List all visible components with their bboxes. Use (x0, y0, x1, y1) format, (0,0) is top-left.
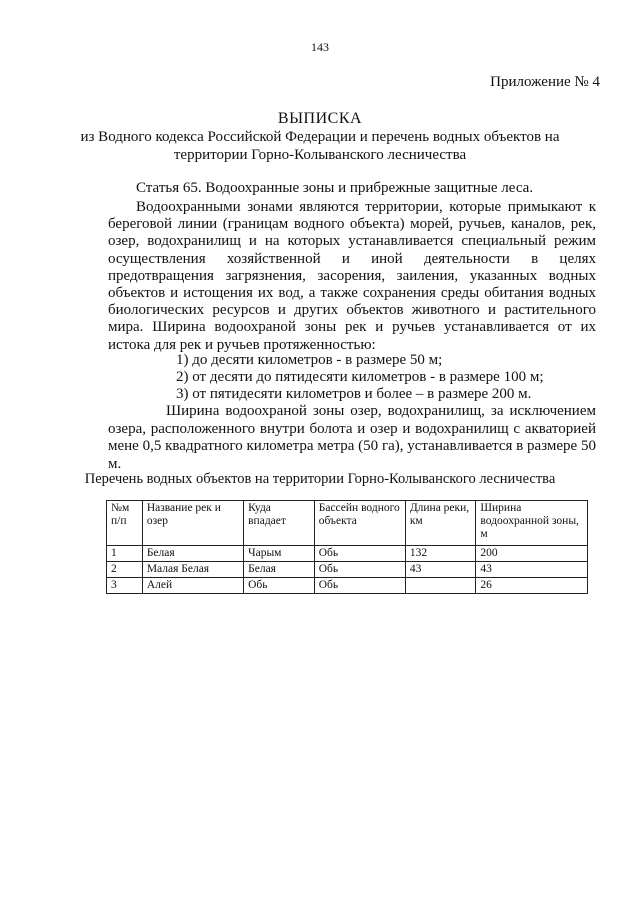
cell-basin: Обь (314, 546, 405, 562)
list-item: 3) от пятидесяти километров и более – в размере 200 м. (176, 386, 532, 403)
table-row (107, 578, 588, 594)
cell-length (405, 578, 476, 594)
document-title: ВЫПИСКА (277, 110, 363, 127)
cell-number: 1 (107, 546, 143, 562)
cell-flows-into: Обь (244, 578, 315, 594)
cell-name: Белая (142, 546, 243, 562)
cell-number: 3 (107, 578, 143, 594)
paragraph-1 (108, 199, 596, 354)
cell-number: 2 (107, 562, 143, 578)
cell-name: Алей (142, 578, 243, 594)
document-subtitle (60, 128, 580, 164)
subtitle-line: территории Горно-Колыванского лесничества (173, 147, 467, 163)
cell-flows-into: Чарым (244, 546, 315, 562)
header-zone-width: Ширина водоохранной зоны, м (476, 501, 588, 546)
page-number: 143 (311, 40, 329, 54)
cell-zone-width: 200 (476, 546, 588, 562)
appendix-label: Приложение № 4 (490, 74, 600, 90)
paragraph-2 (108, 403, 596, 473)
water-objects-table (106, 500, 588, 594)
cell-flows-into: Белая (244, 562, 315, 578)
table-title: Перечень водных объектов на территории Горно-Колыванского лесничества (84, 471, 556, 487)
header-flows-into: Куда впадает (244, 501, 315, 546)
cell-name: Малая Белая (142, 562, 243, 578)
cell-length: 43 (405, 562, 476, 578)
header-length: Длина реки, км (405, 501, 476, 546)
cell-length: 132 (405, 546, 476, 562)
cell-zone-width: 26 (476, 578, 588, 594)
distance-list (176, 352, 544, 404)
cell-zone-width: 43 (476, 562, 588, 578)
list-item: 2) от десяти до пятидесяти километров - в размере 100 м; (176, 369, 544, 386)
table-header-row (107, 501, 588, 546)
cell-basin: Обь (314, 562, 405, 578)
header-name: Название рек и озер (142, 501, 243, 546)
header-basin: Бассейн водного объекта (314, 501, 405, 546)
subtitle-line: из Водного кодекса Российской Федерации и перечень водных объектов на (80, 129, 560, 145)
article-heading: Статья 65. Водоохранные зоны и прибрежные защитные леса. (136, 180, 534, 196)
paragraph-1-text: Водоохранными зонами являются территории, которые примыкают к береговой линии (границам водного объекта) морей, ручьев, каналов, рек, озер, водохранилищ и на которых устанавливается специальный режим осуществления хозяйственной и иной деятельности в целях предотвращения загрязнения, засорения, заиления, указанных водных объектов и истощения их вод, а также сохранения среды обитания водных биологических ресурсов и других объектов животного и растительного мира. Ширина водоохраной зоны рек и ручьев устанавливается от их истока для рек и ручьев протяженностью: (108, 199, 596, 353)
header-number: №м п/п (107, 501, 143, 546)
table-row (107, 562, 588, 578)
paragraph-2-text: Ширина водоохраной зоны озер, водохранилищ, за исключением озера, расположенного внутри болота и озер и водохранилищ с акваторией мене 0,5 квадратного километра метра (50 га), устанавливается в размере 50 м. (108, 403, 596, 472)
table-row (107, 546, 588, 562)
list-item: 1) до десяти километров - в размере 50 м; (176, 352, 443, 368)
cell-basin: Обь (314, 578, 405, 594)
